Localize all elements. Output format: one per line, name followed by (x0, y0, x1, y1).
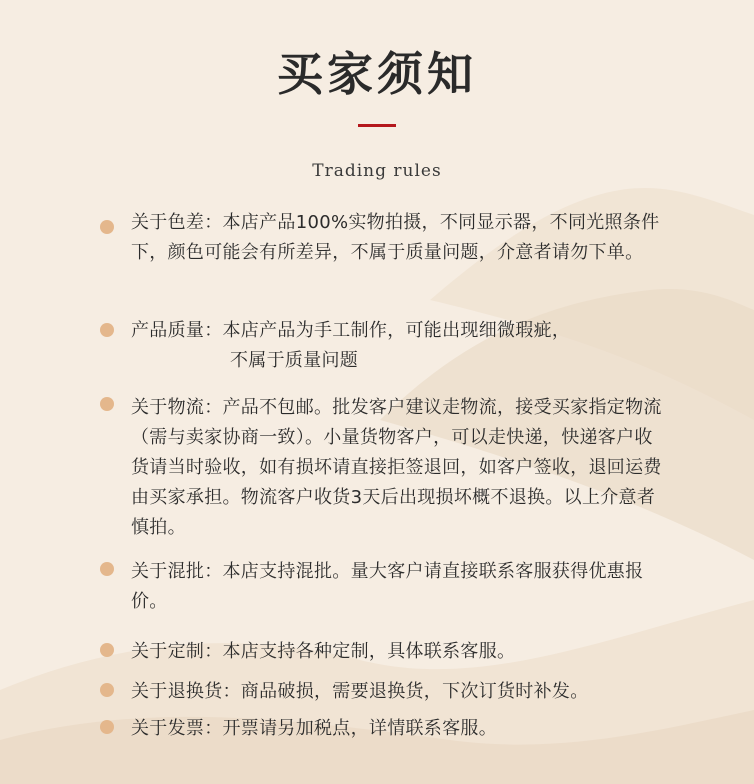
rule-item-color-difference (100, 208, 670, 268)
rule-text: 关于定制：本店支持各种定制，具体联系客服。 (131, 641, 516, 662)
page-title: 买家须知 (277, 47, 477, 101)
rule-text: 关于色差：本店产品100%实物拍摄，不同显示器，不同光照条件下，颜色可能会有所差异，不属于质量问题，介意者请勿下单。 (131, 212, 660, 263)
rule-item-product-quality (100, 316, 670, 376)
rule-item-customization (100, 637, 670, 667)
rule-text: 关于物流：产品不包邮。批发客户建议走物流，接受买家指定物流（需与卖家协商一致）。小量货物客户，可以走快递，快递客户收货请当时验收，如有损坏请直接拒签退回，如客户签收，退回运费由买家承担。物流客户收货3天后出现损坏概不退换。以上介意者慎拍。 (131, 397, 662, 538)
rule-text: 关于混批：本店支持混批。量大客户请直接联系客服获得优惠报价。 (131, 561, 644, 612)
bullet-dot-icon (100, 643, 114, 657)
bullet-dot-icon (100, 220, 114, 234)
rule-text-line: 产品质量：本店产品为手工制作，可能出现细微瑕疵， (131, 320, 571, 341)
rule-text: 关于发票：开票请另加税点，详情联系客服。 (131, 718, 497, 739)
bullet-dot-icon (100, 323, 114, 337)
rule-item-returns (100, 677, 670, 707)
rule-item-logistics (100, 393, 670, 543)
rule-text: 关于退换货：商品破损，需要退换货，下次订货时补发。 (131, 681, 589, 702)
rule-item-mixed-wholesale (100, 557, 670, 617)
page-subtitle: Trading rules (312, 161, 442, 181)
title-divider (358, 124, 396, 127)
bullet-dot-icon (100, 397, 114, 411)
bullet-dot-icon (100, 720, 114, 734)
rule-text-line: 不属于质量问题 (230, 350, 359, 371)
rule-item-invoice (100, 714, 670, 744)
bullet-dot-icon (100, 683, 114, 697)
bullet-dot-icon (100, 562, 114, 576)
rule-text (131, 316, 670, 376)
